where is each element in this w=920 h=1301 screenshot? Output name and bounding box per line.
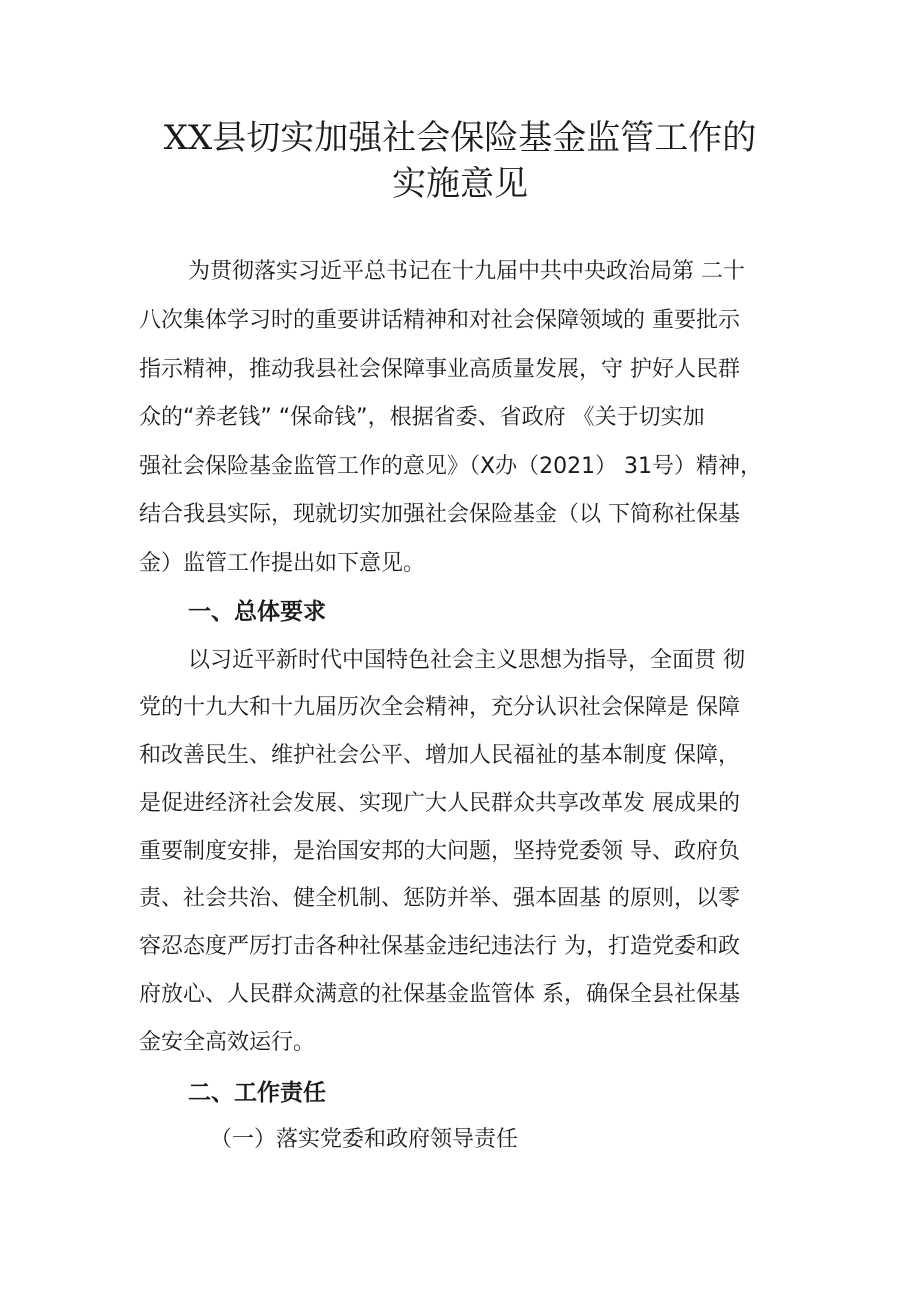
section1-line: 责、社会共治、健全机制、惩防并举、强本固基 的原则，以零 [139,886,740,911]
section1-line: 党的十九大和十九届历次全会精神，充分认识社会保障是 保障 [139,695,740,720]
section-heading-general-requirements: 一、总体要求 [188,599,326,625]
section1-line: 容忍态度严厉打击各种社保基金违纪违法行 为，打造党委和政 [139,934,740,959]
intro-line: 指示精神，推动我县社会保障事业高质量发展，守 护好人民群 [139,357,740,382]
subsection-heading-leadership-responsibility: （一）落实党委和政府领导责任 [210,1127,519,1152]
intro-line: 八次集体学习时的重要讲话精神和对社会保障领域的 重要批示 [139,308,740,333]
intro-line: 众的“养老钱” “保命钱”，根据省委、省政府 《关于切实加 [139,405,705,430]
intro-line: 结合我县实际，现就切实加强社会保险基金（以 下简称社保基 [139,502,740,527]
section-heading-work-responsibility: 二、工作责任 [188,1080,326,1106]
section1-line: 以习近平新时代中国特色社会主义思想为指导，全面贯 彻 [188,648,745,673]
document-title-line-1: XX县切实加强社会保险基金监管工作的 [163,118,757,158]
section1-line: 和改善民生、维护社会公平、增加人民福祉的基本制度 保障， [139,743,740,768]
section1-line: 府放心、人民群众满意的社保基金监管体 系，确保全县社保基 [139,982,740,1007]
intro-line: 金）监管工作提出如下意见。 [139,551,426,576]
document-title-line-2: 实施意见 [392,164,528,204]
section1-line: 重要制度安排，是治国安邦的大问题，坚持党委领 导、政府负 [139,839,740,864]
intro-line: 强社会保险基金监管工作的意见》（X办（2021） 31号）精神， [139,454,763,479]
intro-line: 为贯彻落实习近平总书记在十九届中共中央政治局第 二十 [188,259,745,284]
section1-line: 金安全高效运行。 [139,1030,316,1055]
section1-line: 是促进经济社会发展、实现广大人民群众共享改革发 展成果的 [139,791,740,816]
